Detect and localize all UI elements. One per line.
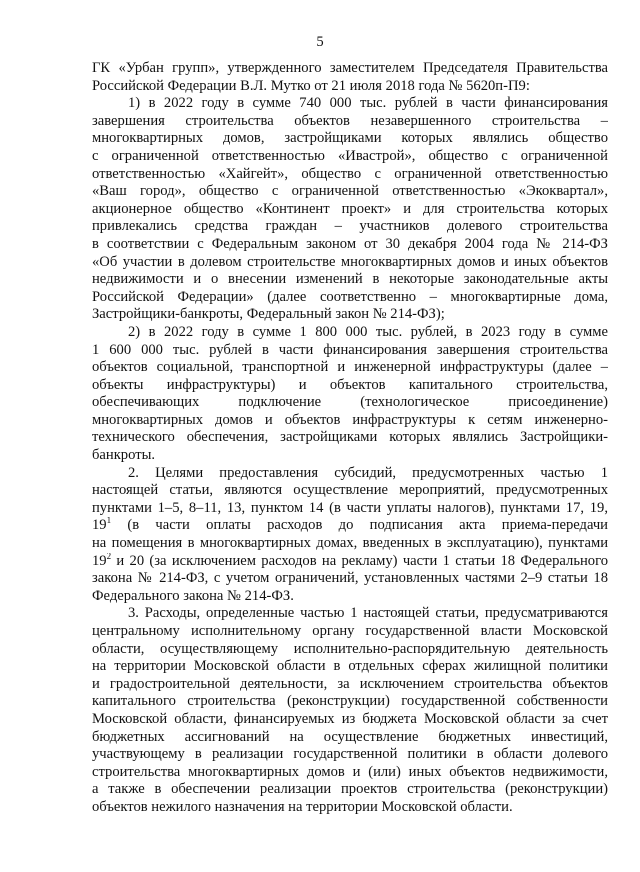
text-line: ответственностью «Хайгейт», общество с ограниченной ответственностью (92, 165, 608, 182)
text-line: 2. Целями предоставления субсидий, предусмотренных частью 1 (128, 464, 608, 481)
text-line: «Ваш город», общество с ограниченной ответственностью «Экоквартал», (92, 183, 608, 200)
text-line: в соответствии с Федеральным законом от 30 декабря 2004 года № 214-ФЗ (92, 235, 608, 252)
text-line: на территории Московской области в отдельных сферах жилищной политики (92, 658, 608, 675)
text-line: а также в обеспечении реализации проектов строительства (реконструкции) (92, 781, 608, 798)
text-line: 1) в 2022 году в сумме 740 000 тыс. рублей в части финансирования (128, 95, 608, 112)
text-line: $19^1$ (в части оплаты расходов до подписания акта приема-передачи (92, 517, 608, 534)
text-line: с ограниченной ответственностью «Ивастрой», общество с ограниченной (92, 147, 608, 164)
text-line: центральному исполнительному органу государственной власти Московской (92, 623, 608, 639)
text-line: многоквартирных домов, застройщиками которых являлись общество (92, 130, 608, 147)
text-line: Федерального закона № 214-ФЗ. (92, 587, 294, 604)
text-line: 2) в 2022 году в сумме 1 800 000 тыс. рублей, в 2023 году в сумме (128, 323, 608, 340)
text-line: привлекались средства граждан – участников долевого строительства (92, 218, 608, 235)
text-line: строительства многоквартирных домов и (или) иных объектов недвижимости, (92, 763, 608, 780)
text-line: пунктами 1–5, 8–11, 13, пунктом 14 (в части уплаты налогов), пунктами 17, 19, (92, 499, 608, 516)
text-line: капитального строительства (реконструкции) государственной собственности (92, 693, 608, 710)
text-line: объектов нежилого назначения на территории Московской области. (92, 798, 513, 815)
text-line: бюджетных ассигнований на осуществление бюджетных инвестиций, (92, 728, 608, 745)
text-line: Российской Федерации В.Л. Мутко от 21 июля 2018 года № 5620п-П9: (92, 77, 530, 94)
superscript: 1 (106, 517, 112, 526)
text-line: закона № 214-ФЗ, с учетом ограничений, установленных частями 2–9 статьи 18 (92, 570, 608, 587)
text-line: $19^2$ и 20 (за исключением расходов на рекламу) части 1 статьи 18 Федерального (92, 552, 608, 569)
text-line: области, осуществляющему исполнительно-распорядительную деятельность (92, 640, 608, 657)
document-body (92, 60, 608, 817)
page-number: 5 (316, 34, 324, 50)
text-line: объектов социальной, транспортной и инженерной инфраструктуры (далее – (92, 359, 608, 376)
text-line: недвижимости и о внесении изменений в некоторые законодательные акты (92, 271, 608, 288)
text-line: обеспечивающих подключение (технологическое присоединение) (92, 394, 608, 411)
text-line: Московской области, финансируемых из бюджета Московской области за счет (92, 710, 608, 727)
text-line: банкроты. (92, 447, 156, 464)
text-line: 3. Расходы, определенные частью 1 настоящей статьи, предусматриваются (128, 605, 608, 622)
text-line: завершения строительства объектов незавершенного строительства – (92, 112, 608, 129)
text-line: 1 600 000 тыс. рублей в части финансирования завершения строительства (92, 341, 608, 358)
text-line: ГК «Урбан групп», утвержденного заместителем Председателя Правительства (92, 60, 608, 76)
text-line: Застройщики-банкроты, Федеральный закон № 214-ФЗ); (92, 306, 445, 323)
text-line: акционерное общество «Континент проект» и для строительства которых (92, 200, 608, 217)
text-line: и градостроительной деятельности, за исключением строительства объектов (92, 675, 608, 692)
text-line: многоквартирных домов и объектов инфраструктуры к сетям инженерно- (92, 411, 608, 428)
text-line: на помещения в многоквартирных домах, введенных в эксплуатацию), пунктами (92, 535, 608, 552)
superscript: 2 (106, 552, 112, 561)
text-line: Российской Федерации» (далее соответственно – многоквартирные дома, (92, 288, 608, 305)
text-line: «Об участии в долевом строительстве многоквартирных домов и иных объектов (92, 253, 608, 270)
text-line: объекты инфраструктуры) и объектов капитального строительства, (92, 376, 608, 393)
text-line: участвующему в реализации государственной политики в области долевого (92, 746, 608, 763)
text-line: технического обеспечения, застройщиками которых являлись Застройщики- (92, 429, 608, 446)
text-line: настоящей статьи, являются осуществление мероприятий, предусмотренных (92, 482, 608, 499)
